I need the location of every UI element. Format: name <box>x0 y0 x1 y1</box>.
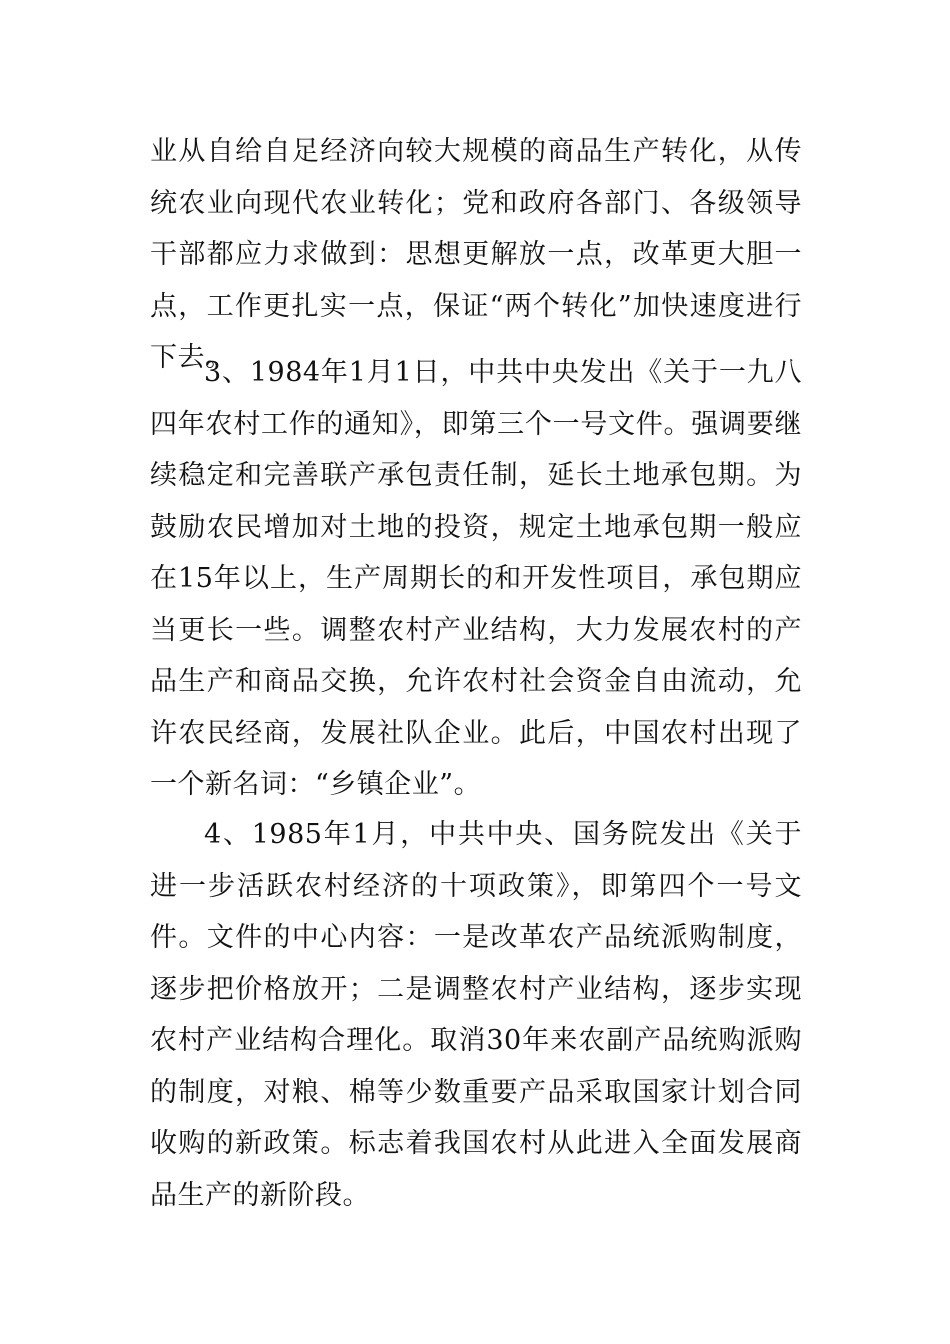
paragraph-1984-policy: 3、1984年1月1日，中共中央发出《关于一九八四年农村工作的通知》，即第三个一号文件。强调要继续稳定和完善联产承包责任制，延长土地承包期。为鼓励农民增加对土地的投资，规定土地承包期一般应在15年以上，生产周期长的和开发性项目，承包期应当更长一些。调整农村产业结构，大力发展农村的产品生产和商品交换，允许农村社会资金自由流动，允许农民经商，发展社队企业。此后，中国农村出现了一个新名词：“乡镇企业”。 <box>150 357 802 800</box>
paragraph-continuation: 业从自给自足经济向较大规模的商品生产转化，从传统农业向现代农业转化；党和政府各部门、各级领导干部都应力求做到：思想更解放一点，改革更大胆一点，工作更扎实一点，保证“两个转化”加快速度进行下去。 <box>150 136 802 373</box>
paragraph-1985-policy: 4、1985年1月，中共中央、国务院发出《关于进一步活跃农村经济的十项政策》，即第四个一号文件。文件的中心内容：一是改革农产品统派购制度，逐步把价格放开；二是调整农村产业结构，逐步实现农村产业结构合理化。取消30年来农副产品统购派购的制度，对粮、棉等少数重要产品采取国家计划合同收购的新政策。标志着我国农村从此进入全面发展商品生产的新阶段。 <box>150 819 802 1211</box>
